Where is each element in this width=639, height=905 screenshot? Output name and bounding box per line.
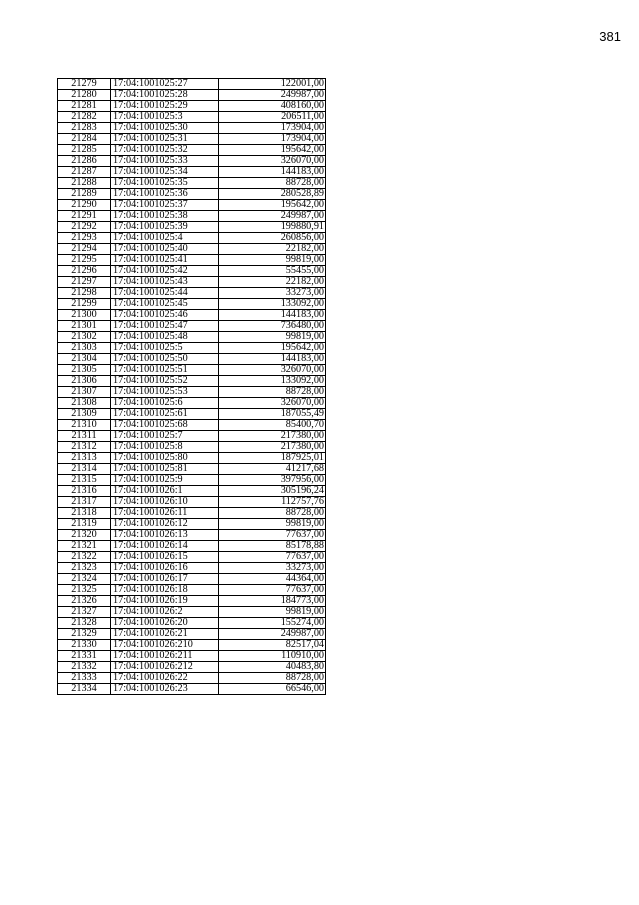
cadastral-number-cell: 17:04:1001025:68: [111, 420, 219, 431]
value-cell: 217380,00: [219, 431, 326, 442]
value-cell: 326070,00: [219, 156, 326, 167]
cadastral-number-cell: 17:04:1001025:28: [111, 90, 219, 101]
row-number-cell: 21319: [58, 519, 111, 530]
cadastral-number-cell: 17:04:1001025:61: [111, 409, 219, 420]
cadastral-number-cell: 17:04:1001025:38: [111, 211, 219, 222]
table-row: [58, 299, 326, 310]
value-cell: 173904,00: [219, 123, 326, 134]
table-row: [58, 464, 326, 475]
value-cell: 33273,00: [219, 288, 326, 299]
row-number-cell: 21312: [58, 442, 111, 453]
cadastral-number-cell: 17:04:1001025:31: [111, 134, 219, 145]
cadastral-number-cell: 17:04:1001026:12: [111, 519, 219, 530]
row-number-cell: 21295: [58, 255, 111, 266]
row-number-cell: 21290: [58, 200, 111, 211]
cadastral-number-cell: 17:04:1001026:11: [111, 508, 219, 519]
value-cell: 99819,00: [219, 255, 326, 266]
row-number-cell: 21332: [58, 662, 111, 673]
table-row: [58, 563, 326, 574]
row-number-cell: 21281: [58, 101, 111, 112]
cadastral-number-cell: 17:04:1001026:2: [111, 607, 219, 618]
cadastral-number-cell: 17:04:1001026:211: [111, 651, 219, 662]
cadastral-number-cell: 17:04:1001025:50: [111, 354, 219, 365]
value-cell: 55455,00: [219, 266, 326, 277]
table-row: [58, 167, 326, 178]
table-row: [58, 651, 326, 662]
row-number-cell: 21314: [58, 464, 111, 475]
value-cell: 66546,00: [219, 684, 326, 695]
cadastral-number-cell: 17:04:1001025:80: [111, 453, 219, 464]
cadastral-number-cell: 17:04:1001025:40: [111, 244, 219, 255]
table-row: [58, 662, 326, 673]
cadastral-number-cell: 17:04:1001025:44: [111, 288, 219, 299]
row-number-cell: 21334: [58, 684, 111, 695]
row-number-cell: 21327: [58, 607, 111, 618]
value-cell: 397956,00: [219, 475, 326, 486]
value-cell: 173904,00: [219, 134, 326, 145]
cadastral-number-cell: 17:04:1001026:19: [111, 596, 219, 607]
table-row: [58, 266, 326, 277]
value-cell: 22182,00: [219, 277, 326, 288]
row-number-cell: 21309: [58, 409, 111, 420]
row-number-cell: 21303: [58, 343, 111, 354]
row-number-cell: 21292: [58, 222, 111, 233]
table-row: [58, 519, 326, 530]
row-number-cell: 21302: [58, 332, 111, 343]
row-number-cell: 21308: [58, 398, 111, 409]
value-cell: 305196,24: [219, 486, 326, 497]
value-cell: 195642,00: [219, 200, 326, 211]
cadastral-number-cell: 17:04:1001026:21: [111, 629, 219, 640]
row-number-cell: 21306: [58, 376, 111, 387]
table-row: [58, 90, 326, 101]
value-cell: 88728,00: [219, 178, 326, 189]
row-number-cell: 21313: [58, 453, 111, 464]
value-cell: 44364,00: [219, 574, 326, 585]
cadastral-number-cell: 17:04:1001025:29: [111, 101, 219, 112]
value-cell: 155274,00: [219, 618, 326, 629]
value-cell: 408160,00: [219, 101, 326, 112]
value-cell: 184773,00: [219, 596, 326, 607]
row-number-cell: 21291: [58, 211, 111, 222]
value-cell: 144183,00: [219, 167, 326, 178]
cadastral-number-cell: 17:04:1001026:10: [111, 497, 219, 508]
row-number-cell: 21283: [58, 123, 111, 134]
row-number-cell: 21297: [58, 277, 111, 288]
row-number-cell: 21285: [58, 145, 111, 156]
table-row: [58, 277, 326, 288]
value-cell: 206511,00: [219, 112, 326, 123]
row-number-cell: 21326: [58, 596, 111, 607]
value-cell: 99819,00: [219, 332, 326, 343]
cadastral-number-cell: 17:04:1001026:13: [111, 530, 219, 541]
table-row: [58, 156, 326, 167]
cadastral-number-cell: 17:04:1001025:8: [111, 442, 219, 453]
value-cell: 110910,00: [219, 651, 326, 662]
cadastral-number-cell: 17:04:1001026:20: [111, 618, 219, 629]
row-number-cell: 21320: [58, 530, 111, 541]
table-row: [58, 365, 326, 376]
row-number-cell: 21299: [58, 299, 111, 310]
row-number-cell: 21293: [58, 233, 111, 244]
table-row: [58, 343, 326, 354]
cadastral-number-cell: 17:04:1001025:39: [111, 222, 219, 233]
table-row: [58, 79, 326, 90]
row-number-cell: 21329: [58, 629, 111, 640]
value-cell: 249987,00: [219, 90, 326, 101]
table-row: [58, 189, 326, 200]
table-row: [58, 398, 326, 409]
cadastral-number-cell: 17:04:1001025:37: [111, 200, 219, 211]
row-number-cell: 21317: [58, 497, 111, 508]
row-number-cell: 21279: [58, 79, 111, 90]
table-row: [58, 145, 326, 156]
cadastral-number-cell: 17:04:1001025:6: [111, 398, 219, 409]
row-number-cell: 21304: [58, 354, 111, 365]
row-number-cell: 21282: [58, 112, 111, 123]
table-row: [58, 574, 326, 585]
value-cell: 249987,00: [219, 211, 326, 222]
cadastral-number-cell: 17:04:1001026:17: [111, 574, 219, 585]
value-cell: 82517,04: [219, 640, 326, 651]
table-row: [58, 431, 326, 442]
cadastral-number-cell: 17:04:1001025:45: [111, 299, 219, 310]
row-number-cell: 21284: [58, 134, 111, 145]
table-row: [58, 640, 326, 651]
cadastral-number-cell: 17:04:1001026:23: [111, 684, 219, 695]
row-number-cell: 21324: [58, 574, 111, 585]
value-cell: 77637,00: [219, 552, 326, 563]
value-cell: 144183,00: [219, 310, 326, 321]
cadastral-number-cell: 17:04:1001026:16: [111, 563, 219, 574]
row-number-cell: 21328: [58, 618, 111, 629]
cadastral-number-cell: 17:04:1001025:32: [111, 145, 219, 156]
value-cell: 187055,49: [219, 409, 326, 420]
row-number-cell: 21311: [58, 431, 111, 442]
cadastral-number-cell: 17:04:1001025:43: [111, 277, 219, 288]
cadastral-number-cell: 17:04:1001025:33: [111, 156, 219, 167]
cadastral-number-cell: 17:04:1001025:7: [111, 431, 219, 442]
table-row: [58, 508, 326, 519]
cadastral-number-cell: 17:04:1001025:9: [111, 475, 219, 486]
row-number-cell: 21316: [58, 486, 111, 497]
value-cell: 260856,00: [219, 233, 326, 244]
value-cell: 77637,00: [219, 530, 326, 541]
table-row: [58, 101, 326, 112]
row-number-cell: 21315: [58, 475, 111, 486]
value-cell: 41217,68: [219, 464, 326, 475]
cadastral-number-cell: 17:04:1001025:3: [111, 112, 219, 123]
table-row: [58, 420, 326, 431]
row-number-cell: 21300: [58, 310, 111, 321]
table-row: [58, 497, 326, 508]
cadastral-number-cell: 17:04:1001025:81: [111, 464, 219, 475]
row-number-cell: 21322: [58, 552, 111, 563]
value-cell: 326070,00: [219, 398, 326, 409]
value-cell: 88728,00: [219, 508, 326, 519]
table-row: [58, 530, 326, 541]
row-number-cell: 21325: [58, 585, 111, 596]
value-cell: 33273,00: [219, 563, 326, 574]
cadastral-number-cell: 17:04:1001025:34: [111, 167, 219, 178]
table-row: [58, 442, 326, 453]
cadastral-number-cell: 17:04:1001025:27: [111, 79, 219, 90]
cadastral-number-cell: 17:04:1001025:52: [111, 376, 219, 387]
cadastral-number-cell: 17:04:1001025:42: [111, 266, 219, 277]
value-cell: 195642,00: [219, 343, 326, 354]
table-row: [58, 629, 326, 640]
value-cell: 22182,00: [219, 244, 326, 255]
cadastral-number-cell: 17:04:1001025:48: [111, 332, 219, 343]
value-cell: 280528,89: [219, 189, 326, 200]
table-row: [58, 233, 326, 244]
cadastral-number-cell: 17:04:1001025:5: [111, 343, 219, 354]
value-cell: 40483,80: [219, 662, 326, 673]
table-row: [58, 607, 326, 618]
table-row: [58, 310, 326, 321]
cadastral-number-cell: 17:04:1001025:51: [111, 365, 219, 376]
value-cell: 77637,00: [219, 585, 326, 596]
value-cell: 144183,00: [219, 354, 326, 365]
cadastral-number-cell: 17:04:1001025:35: [111, 178, 219, 189]
page-number: 381: [599, 29, 621, 44]
value-cell: 88728,00: [219, 387, 326, 398]
row-number-cell: 21323: [58, 563, 111, 574]
table-body: [58, 79, 326, 695]
row-number-cell: 21280: [58, 90, 111, 101]
cadastral-number-cell: 17:04:1001026:210: [111, 640, 219, 651]
table-row: [58, 178, 326, 189]
cadastral-number-cell: 17:04:1001026:14: [111, 541, 219, 552]
value-cell: 88728,00: [219, 673, 326, 684]
value-cell: 99819,00: [219, 607, 326, 618]
table-row: [58, 200, 326, 211]
value-cell: 122001,00: [219, 79, 326, 90]
table-row: [58, 453, 326, 464]
table-row: [58, 552, 326, 563]
cadastral-number-cell: 17:04:1001026:18: [111, 585, 219, 596]
row-number-cell: 21286: [58, 156, 111, 167]
table-row: [58, 288, 326, 299]
cadastral-number-cell: 17:04:1001025:41: [111, 255, 219, 266]
table-row: [58, 684, 326, 695]
table-row: [58, 332, 326, 343]
cadastral-number-cell: 17:04:1001025:4: [111, 233, 219, 244]
value-cell: 217380,00: [219, 442, 326, 453]
value-cell: 187925,01: [219, 453, 326, 464]
table-row: [58, 222, 326, 233]
row-number-cell: 21307: [58, 387, 111, 398]
cadastral-number-cell: 17:04:1001025:36: [111, 189, 219, 200]
value-cell: 85400,70: [219, 420, 326, 431]
table-row: [58, 321, 326, 332]
cadastral-number-cell: 17:04:1001025:46: [111, 310, 219, 321]
table-row: [58, 112, 326, 123]
table-row: [58, 387, 326, 398]
table-row: [58, 354, 326, 365]
cadastral-number-cell: 17:04:1001025:30: [111, 123, 219, 134]
value-cell: 249987,00: [219, 629, 326, 640]
row-number-cell: 21331: [58, 651, 111, 662]
row-number-cell: 21289: [58, 189, 111, 200]
cadastral-number-cell: 17:04:1001026:22: [111, 673, 219, 684]
row-number-cell: 21288: [58, 178, 111, 189]
cadastral-number-cell: 17:04:1001026:15: [111, 552, 219, 563]
table-row: [58, 585, 326, 596]
cadastral-value-table: [57, 78, 326, 695]
table-row: [58, 409, 326, 420]
value-cell: 199880,91: [219, 222, 326, 233]
table-row: [58, 673, 326, 684]
table-row: [58, 376, 326, 387]
cadastral-number-cell: 17:04:1001026:212: [111, 662, 219, 673]
value-cell: 112757,76: [219, 497, 326, 508]
row-number-cell: 21294: [58, 244, 111, 255]
value-cell: 195642,00: [219, 145, 326, 156]
table-row: [58, 134, 326, 145]
row-number-cell: 21321: [58, 541, 111, 552]
table-row: [58, 541, 326, 552]
value-cell: 133092,00: [219, 376, 326, 387]
cadastral-number-cell: 17:04:1001025:53: [111, 387, 219, 398]
row-number-cell: 21333: [58, 673, 111, 684]
row-number-cell: 21310: [58, 420, 111, 431]
table-row: [58, 244, 326, 255]
table-row: [58, 255, 326, 266]
value-cell: 133092,00: [219, 299, 326, 310]
row-number-cell: 21330: [58, 640, 111, 651]
value-cell: 85178,88: [219, 541, 326, 552]
value-cell: 736480,00: [219, 321, 326, 332]
cadastral-number-cell: 17:04:1001026:1: [111, 486, 219, 497]
row-number-cell: 21298: [58, 288, 111, 299]
value-cell: 99819,00: [219, 519, 326, 530]
cadastral-number-cell: 17:04:1001025:47: [111, 321, 219, 332]
value-cell: 326070,00: [219, 365, 326, 376]
row-number-cell: 21318: [58, 508, 111, 519]
table-row: [58, 486, 326, 497]
table-row: [58, 211, 326, 222]
row-number-cell: 21305: [58, 365, 111, 376]
row-number-cell: 21301: [58, 321, 111, 332]
row-number-cell: 21287: [58, 167, 111, 178]
table-row: [58, 123, 326, 134]
table-row: [58, 596, 326, 607]
table-row: [58, 618, 326, 629]
row-number-cell: 21296: [58, 266, 111, 277]
table-row: [58, 475, 326, 486]
